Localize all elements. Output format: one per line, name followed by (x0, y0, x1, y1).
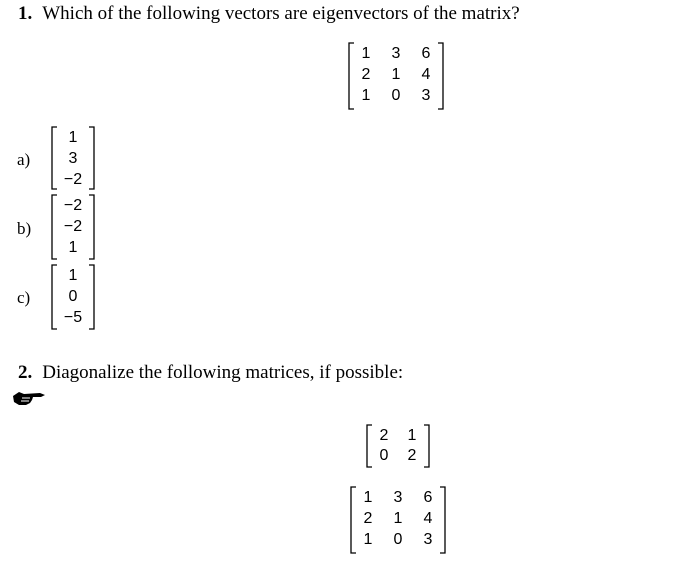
q1-matrix (348, 42, 444, 110)
matrix-cell: 6 (421, 45, 431, 62)
matrix-cell: 4 (423, 510, 433, 527)
option-a-label: a) (17, 150, 31, 169)
matrix-cell: 0 (379, 447, 389, 464)
matrix-cell: 1 (363, 531, 373, 548)
question-2 (18, 362, 403, 384)
matrix-cell: 4 (421, 66, 431, 83)
option-c-label: c) (17, 288, 31, 307)
question-1 (18, 3, 520, 25)
option-b-vector (51, 194, 95, 260)
matrix-cell: 1 (68, 129, 78, 146)
pointing-hand-icon (10, 388, 48, 408)
matrix-cell: 2 (361, 66, 371, 83)
matrix-cell: 1 (391, 66, 401, 83)
matrix-cell: −5 (63, 309, 83, 326)
question-2-number: 2. (18, 362, 33, 383)
matrix-cell: 2 (379, 427, 389, 444)
matrix-cell: 1 (361, 45, 371, 62)
matrix-cell: −2 (63, 171, 83, 188)
matrix-cell: 1 (393, 510, 403, 527)
q2-matrix-b (350, 486, 446, 554)
matrix-cell: 3 (393, 489, 403, 506)
matrix-cell: −2 (63, 218, 83, 235)
option-b-label: b) (17, 219, 32, 238)
matrix-cell: −2 (63, 197, 83, 214)
matrix-cell: 0 (391, 87, 401, 104)
q2-matrix-a (366, 424, 430, 468)
matrix-cell: 1 (363, 489, 373, 506)
matrix-cell: 3 (421, 87, 431, 104)
matrix-cell: 1 (361, 87, 371, 104)
matrix-cell: 3 (68, 150, 78, 167)
matrix-cell: 0 (393, 531, 403, 548)
option-c-vector (51, 264, 95, 330)
question-2-text: Diagonalize the following matrices, if possible: (42, 362, 404, 383)
matrix-cell: 1 (68, 239, 78, 256)
question-1-text: Which of the following vectors are eigenvectors of the matrix? (42, 3, 520, 24)
matrix-cell: 6 (423, 489, 433, 506)
matrix-cell: 3 (391, 45, 401, 62)
matrix-cell: 2 (407, 447, 417, 464)
matrix-cell: 2 (363, 510, 373, 527)
matrix-cell: 3 (423, 531, 433, 548)
matrix-cell: 1 (407, 427, 417, 444)
option-a-vector (51, 126, 95, 190)
matrix-cell: 1 (68, 267, 78, 284)
question-1-number: 1. (18, 3, 33, 24)
matrix-cell: 0 (68, 288, 78, 305)
